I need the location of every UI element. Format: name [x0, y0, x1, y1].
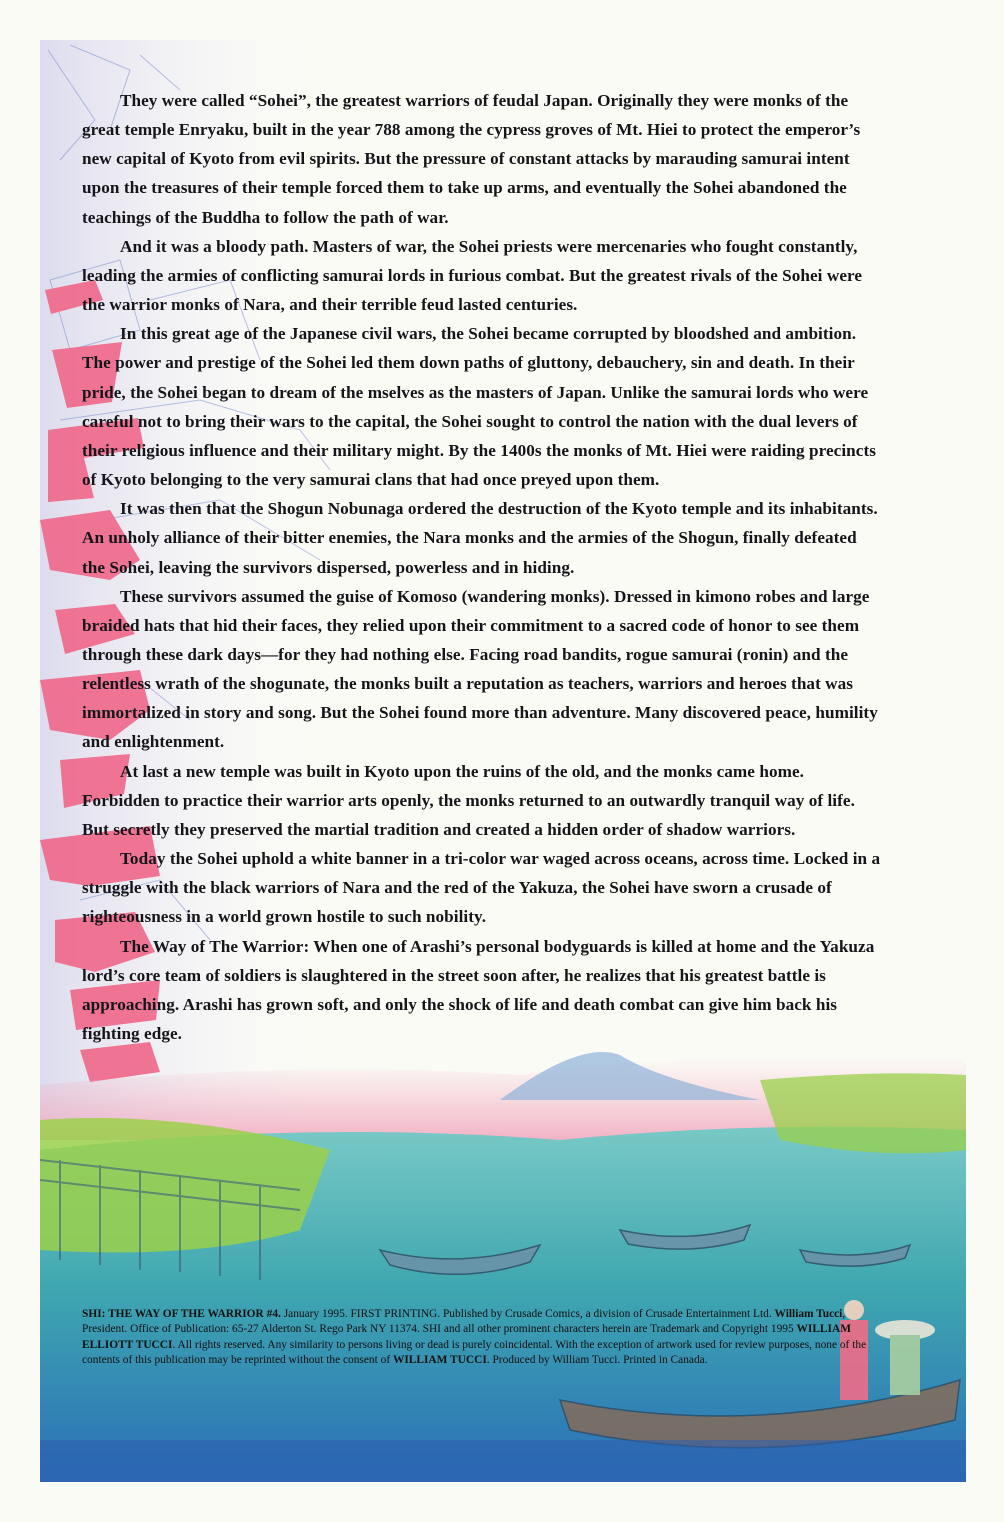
story-paragraph-5: These survivors assumed the guise of Komoso (wandering monks). Dressed in kimono robes and large braided hats that hid their faces, they relied upon their commitment to a sacred code of honor to see them through these dark days—for they had nothing else. Facing road bandits, rogue samurai (ronin) and the relentless wrath of the shogunate, the monks built a reputation as teachers, warriors and heroes that was immortalized in story and song. But the Sohei found more than adventure. Many discovered peace, humility and enlightenment.	[82, 586, 878, 752]
story-paragraph-1: They were called “Sohei”, the greatest warriors of feudal Japan. Originally they were monks of the great temple Enryaku, built in the year 788 among the cypress groves of Mt. Hiei to protect the emperor’s new capital of Kyoto from evil spirits. But the pressure of constant attacks by marauding samurai intent upon the treasures of their temple forced them to take up arms, and eventually the Sohei abandoned the teachings of the Buddha to follow the path of war.	[82, 91, 861, 227]
indicia-text-1: January 1995. FIRST PRINTING. Published by Crusade Comics, a division of Crusade Entertainment Ltd.	[280, 1308, 775, 1320]
story-paragraph-8: The Way of The Warrior: When one of Arashi’s personal bodyguards is killed at home and the Yakuza lord’s core team of soldiers is slaughtered in the street soon after, he realizes that his greatest battle is approaching. Arashi has grown soft, and only the shock of life and death combat can give him back his fighting edge.	[82, 936, 875, 1043]
indicia-copyright-holder: WILLIAM ELLIOTT TUCCI	[82, 1323, 851, 1351]
bottom-stripe	[40, 1440, 966, 1482]
indicia-text-4: . Produced by William Tucci. Printed in Canada.	[486, 1354, 708, 1367]
indicia-title: SHI: THE WAY OF THE WARRIOR #4.	[82, 1308, 281, 1320]
story-text	[82, 86, 882, 1048]
story-paragraph-4: It was then that the Shogun Nobunaga ordered the destruction of the Kyoto temple and its inhabitants. An unholy alliance of their bitter enemies, the Nara monks and the armies of the Shogun, finally defeated the Sohei, leaving the survivors dispersed, powerless and in hiding.	[82, 499, 878, 577]
publication-indicia	[82, 1307, 888, 1369]
story-paragraph-7: Today the Sohei uphold a white banner in a tri-color war waged across oceans, across time. Locked in a struggle with the black warriors of Nara and the red of the Yakuza, the Sohei have sworn a crusade of righteousness in a world grown hostile to such nobility.	[82, 849, 881, 927]
indicia-text-2: , President. Office of Publication: 65-27 Alderton St. Rego Park NY 11374. SHI and all other prominent characters herein are Trademark and Copyright 1995	[82, 1308, 846, 1336]
story-paragraph-6: At last a new temple was built in Kyoto upon the ruins of the old, and the monks came home. Forbidden to practice their warrior arts openly, the monks returned to an outwardly tranquil way of life. But secretly they preserved the martial tradition and created a hidden order of shadow warriors.	[82, 761, 855, 839]
indicia-text-3: . All rights reserved. Any similarity to persons living or dead is purely coincidental. With the exception of artwork used for review purposes, none of the contents of this publication may be reprinted without the consent of	[82, 1338, 867, 1367]
indicia-consent-name: WILLIAM TUCCI	[392, 1354, 487, 1367]
indicia-president: William Tucci	[774, 1308, 843, 1320]
story-paragraph-3: In this great age of the Japanese civil wars, the Sohei became corrupted by bloodshed and ambition. The power and prestige of the Sohei led them down paths of gluttony, debauchery, sin and death. In their pride, the Sohei began to dream of the mselves as the masters of Japan. Unlike the samurai lords who were careful not to bring their wars to the capital, the Sohei sought to control the nation with the dual levers of their religious influence and their military might. By the 1400s the monks of Mt. Hiei were raiding precincts of Kyoto belonging to the very samurai clans that had once preyed upon them.	[82, 324, 876, 490]
right-bank	[760, 1073, 966, 1153]
story-paragraph-2: And it was a bloody path. Masters of war, the Sohei priests were mercenaries who fought constantly, leading the armies of conflicting samurai lords in furious combat. But the greatest rivals of the Sohei were the warrior monks of Nara, and their terrible feud lasted centuries.	[82, 236, 863, 315]
